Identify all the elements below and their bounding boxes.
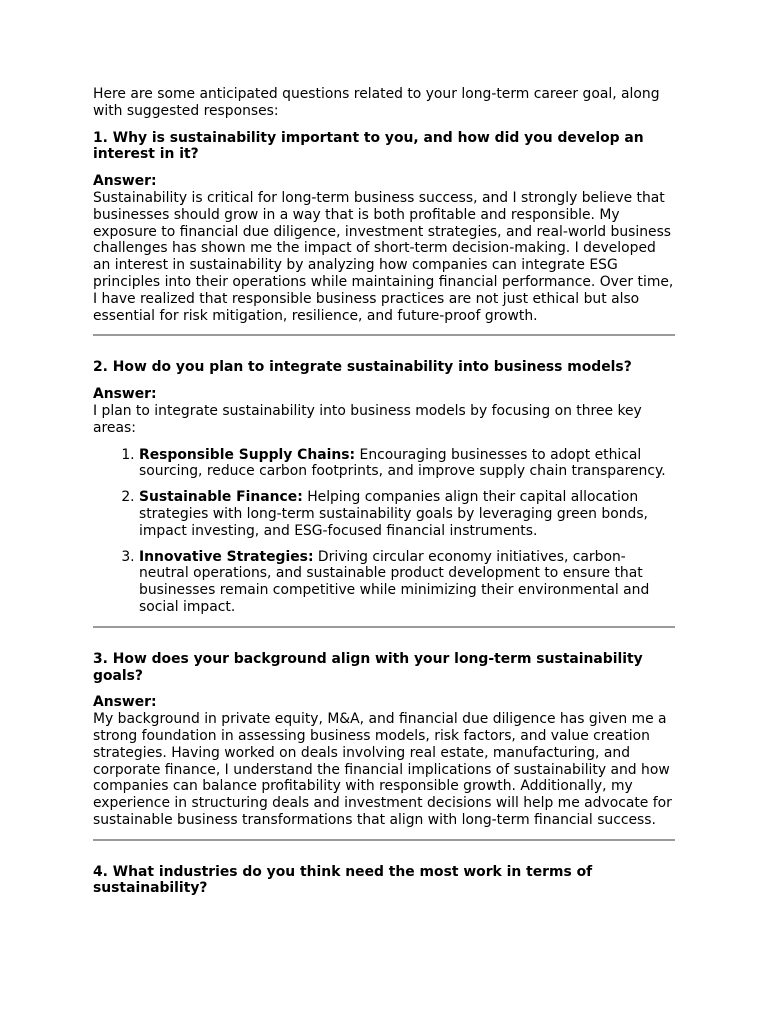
answer-label: Answer: bbox=[93, 694, 157, 711]
answer-label: Answer: bbox=[93, 386, 157, 403]
document-page bbox=[93, 86, 675, 907]
intro-text: Here are some anticipated questions related to your long-term career goal, along with suggested responses: bbox=[93, 86, 660, 119]
list-item bbox=[139, 489, 675, 539]
qa-section-2 bbox=[93, 359, 675, 615]
question-heading: 2. How do you plan to integrate sustainability into business models? bbox=[93, 359, 632, 376]
qa-section-4 bbox=[93, 864, 675, 898]
section-divider bbox=[93, 839, 675, 841]
answer-text: My background in private equity, M&A, and financial due diligence has given me a strong foundation in assessing business models, risk factors, and value creation strategies. Having worked on deals involving real estate, manufacturing, and corporate finance, I understand the financial implications of sustainability and how companies can balance profitability with responsible growth. Additionally, my experience in structuring deals and investment decisions will help me advocate for sustainable business transformations that align with long-term financial success. bbox=[93, 711, 672, 828]
section-divider bbox=[93, 626, 675, 628]
list-item-title: Sustainable Finance: bbox=[139, 489, 303, 506]
list-item bbox=[139, 549, 675, 616]
list-item bbox=[139, 447, 675, 481]
list-item-text: Helping companies align their capital allocation strategies with long-term sustainability goals by leveraging green bonds, impact investing, and ESG-focused financial instruments. bbox=[139, 489, 648, 539]
answer-text: Sustainability is critical for long-term business success, and I strongly believe that businesses should grow in a way that is both profitable and responsible. My exposure to financial due diligence, investment strategies, and real-world business challenges has shown me the impact of short-term decision-making. I developed an interest in sustainability by analyzing how companies can integrate ESG principles into their operations while maintaining financial performance. Over time, I have realized that responsible business practices are not just ethical but also essential for risk mitigation, resilience, and future-proof growth. bbox=[93, 189, 674, 324]
answer-label: Answer: bbox=[93, 173, 157, 190]
section-divider bbox=[93, 334, 675, 336]
key-areas-list bbox=[93, 447, 675, 616]
list-item-text: Driving circular economy initiatives, carbon-neutral operations, and sustainable product development to ensure that businesses remain competitive while minimizing their environmental and social impact. bbox=[139, 548, 650, 615]
qa-section-1 bbox=[93, 130, 675, 325]
question-heading: 3. How does your background align with your long-term sustainability goals? bbox=[93, 650, 643, 684]
list-item-text: Encouraging businesses to adopt ethical sourcing, reduce carbon footprints, and improve supply chain transparency. bbox=[139, 446, 666, 480]
question-heading: 4. What industries do you think need the most work in terms of sustainability? bbox=[93, 863, 593, 897]
list-item-title: Responsible Supply Chains: bbox=[139, 446, 356, 463]
list-item-title: Innovative Strategies: bbox=[139, 548, 314, 565]
qa-section-3 bbox=[93, 651, 675, 829]
question-heading: 1. Why is sustainability important to you, and how did you develop an interest in it? bbox=[93, 129, 644, 163]
answer-text: I plan to integrate sustainability into business models by focusing on three key areas: bbox=[93, 402, 642, 436]
